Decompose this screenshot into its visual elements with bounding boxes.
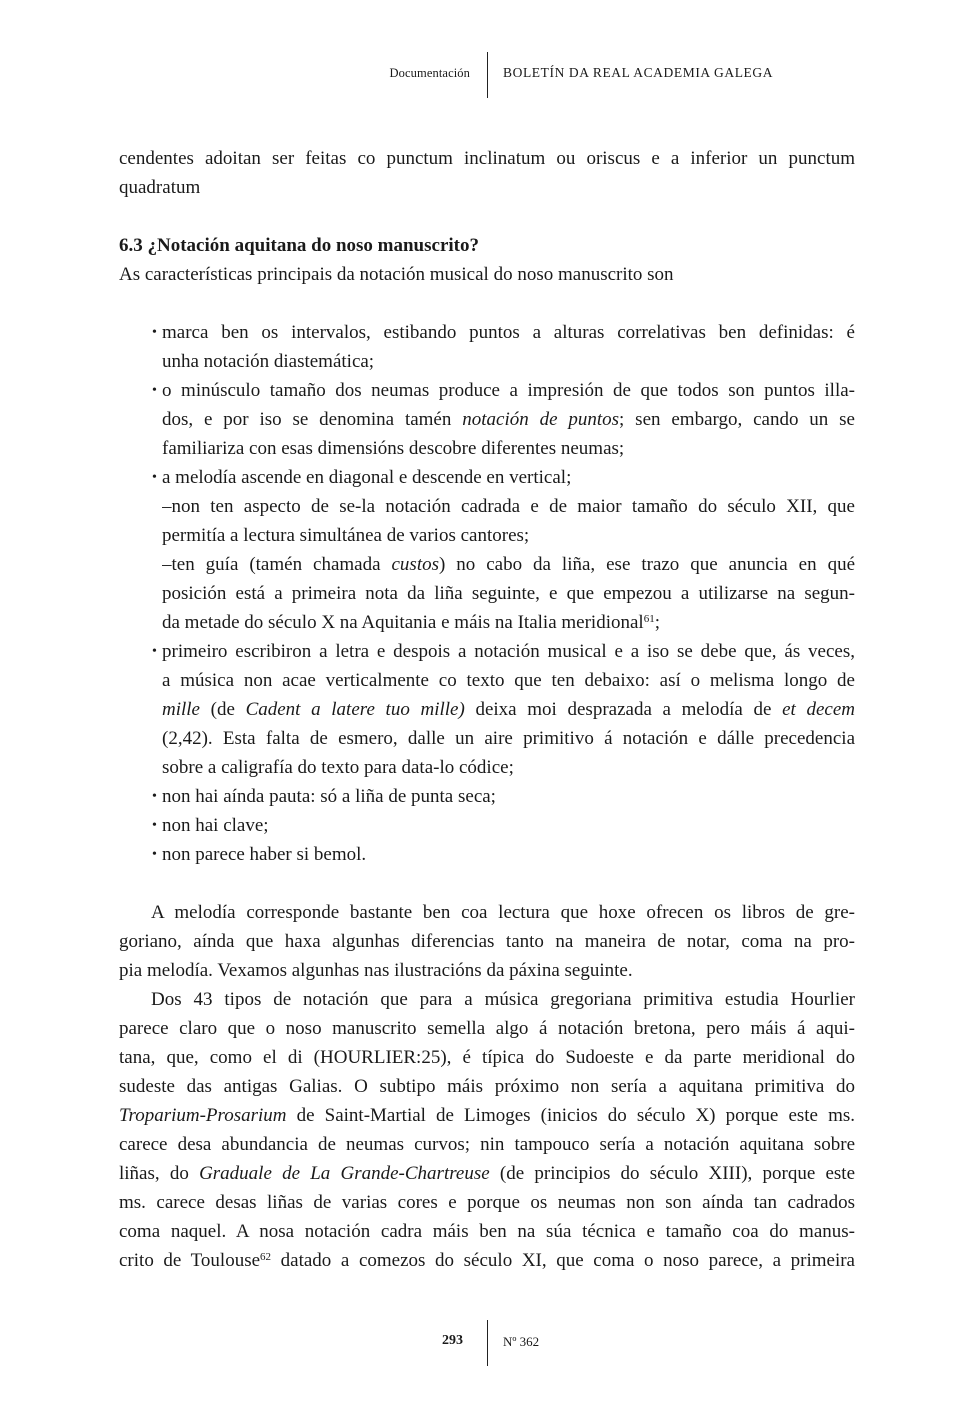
page-body (119, 144, 855, 1275)
text-line: sudeste das antigas Galias. O subtipo máis próximo non sería a aquitana primitiva do (119, 1076, 855, 1097)
header-divider (487, 52, 488, 98)
text-line: a melodía ascende en diagonal e descende en vertical; (162, 467, 572, 488)
text-line (162, 695, 855, 724)
footnote-ref[interactable]: 61 (643, 613, 655, 625)
text-line (162, 492, 855, 521)
paragraph-notation-types (119, 985, 855, 1275)
text-line: goriano, aínda que haxa algunhas diferencias tanto na maneira de notar, coma na pro- (119, 931, 855, 952)
text-run: liñas, do (119, 1163, 200, 1184)
text-line: parece claro que o noso manuscrito semella algo á notación bretona, pero máis á aqui- (119, 1018, 855, 1039)
text-line: Dos 43 tipos de notación que para a música gregoriana primitiva estudia Hourlier (151, 989, 855, 1010)
bullet-icon: • (152, 789, 157, 804)
text-line (162, 405, 855, 434)
text-run: (de principios do século XIII), porque este (489, 1163, 855, 1184)
section-label: Documentación (389, 66, 470, 80)
text-run: ) no cabo da liña, ese trazo que anuncia en qué (439, 554, 855, 575)
italic-term: custos (391, 554, 439, 575)
italic-term: notación de puntos (462, 409, 620, 430)
text-line: non hai aínda pauta: só a liña de punta seca; (162, 786, 496, 807)
italic-term: et decem (782, 699, 855, 720)
text-run: ; sen embargo, cando un se (619, 409, 855, 430)
text-line (162, 550, 855, 579)
text-line: quadratum (119, 177, 201, 198)
running-header (0, 52, 975, 100)
bullet-icon: • (152, 818, 157, 833)
text-run: ten guía (tamén chamada (171, 554, 392, 575)
journal-title: BOLETÍN DA REAL ACADEMIA GALEGA (503, 65, 774, 80)
text-run: da metade do século X na Aquitania e máis na Italia meridional (162, 612, 644, 633)
list-item (119, 782, 855, 811)
italic-term: Cadent a latere tuo mille) (245, 699, 465, 720)
italic-term: mille (162, 699, 200, 720)
list-item (119, 840, 855, 869)
text-line (162, 608, 855, 637)
text-line: primeiro escribiron a letra e despois a notación musical e a iso se debe que, ás veces, (162, 641, 855, 662)
list-item (119, 376, 855, 463)
list-item (119, 318, 855, 376)
list-item (119, 811, 855, 840)
bullet-icon: • (152, 847, 157, 862)
text-line: coma naquel. A nosa notación cadra máis ben na súa técnica e tamaño coa do manus- (119, 1221, 855, 1242)
text-run: deixa moi desprazada a melodía de (464, 699, 783, 720)
list-item (119, 637, 855, 782)
page-number: 293 (442, 1333, 463, 1348)
text-line: unha notación diastemática; (162, 351, 375, 372)
text-line: (2,42). Esta falta de esmero, dalle un aire primitivo á notación e dálle precedencia (162, 728, 855, 749)
list-item (119, 463, 855, 492)
text-run: datado a comezos do século XI, que coma o noso parece, a primeira (271, 1250, 855, 1271)
text-line: marca ben os intervalos, estibando puntos a alturas correlativas ben definidas: é (162, 322, 855, 343)
issue-number: Nº 362 (503, 1334, 540, 1349)
text-line: permitía a lectura simultánea de varios cantores; (162, 525, 530, 546)
text-run: (de (200, 699, 246, 720)
text-run: de Saint-Martial de Limoges (inicios do século X) porque este ms. (286, 1105, 855, 1126)
text-line: sobre a caligrafía do texto para data-lo códice; (162, 757, 514, 778)
text-line: non hai clave; (162, 815, 269, 836)
text-line: pia melodía. Vexamos algunhas nas ilustracións da páxina seguinte. (119, 960, 633, 981)
dash-icon: – (162, 554, 172, 575)
text-line: familiariza con esas dimensións descobre diferentes neumas; (162, 438, 625, 459)
bullet-icon: • (152, 325, 157, 340)
text-line: ms. carece desas liñas de varias cores e porque os neumas non son aínda tan cadrados (119, 1192, 855, 1213)
text-line: carece desa abundancia de neumas curvos; nin tampouco sería a notación aquitana sobre (119, 1134, 855, 1155)
text-run: ; (654, 612, 660, 633)
bullet-icon: • (152, 383, 157, 398)
list-subitem (119, 492, 855, 550)
text-line: tana, que, como el di (HOURLIER:25), é típica do Sudoeste e da parte meridional do (119, 1047, 855, 1068)
text-run: dos, e por iso se denomina tamén (162, 409, 463, 430)
dash-icon: – (162, 496, 172, 517)
text-run: crito de Toulouse (119, 1250, 261, 1271)
continued-paragraph (119, 144, 855, 202)
text-line: a música non acae verticalmente co texto que ten debaixo: así o melisma longo de (162, 670, 855, 691)
intro-text (119, 260, 855, 289)
text-line: non parece haber si bemol. (162, 844, 367, 865)
text-line: cendentes adoitan ser feitas co punctum inclinatum ou oriscus e a inferior un punctum (119, 148, 855, 169)
list-subitem (119, 550, 855, 637)
text-run: non ten aspecto de se-la notación cadrada e de maior tamaño do século XII, que (171, 496, 855, 517)
bullet-icon: • (152, 470, 157, 485)
italic-title: Troparium-Prosarium (119, 1105, 287, 1126)
text-line: posición está a primeira nota da liña seguinte, e que empezou a utilizarse na segun- (162, 583, 855, 604)
paragraph-melody (119, 898, 855, 985)
section-heading: 6.3 ¿Notación aquitana do noso manuscrito? (119, 235, 479, 256)
text-line: o minúsculo tamaño dos neumas produce a impresión de que todos son puntos illa- (162, 380, 855, 401)
text-line (119, 1101, 855, 1130)
footer-divider (487, 1320, 488, 1366)
spacer (119, 869, 855, 898)
running-footer (0, 1320, 975, 1368)
text-line (119, 1159, 855, 1188)
text-line: A melodía corresponde bastante ben coa lectura que hoxe ofrecen os libros de gre- (151, 902, 855, 923)
bullet-icon: • (152, 644, 157, 659)
text-line: As características principais da notación musical do noso manuscrito son (119, 264, 674, 285)
footnote-ref[interactable]: 62 (260, 1251, 272, 1263)
characteristics-list (119, 318, 855, 869)
text-line (119, 1246, 855, 1275)
italic-title: Graduale de La Grande-Chartreuse (199, 1163, 490, 1184)
